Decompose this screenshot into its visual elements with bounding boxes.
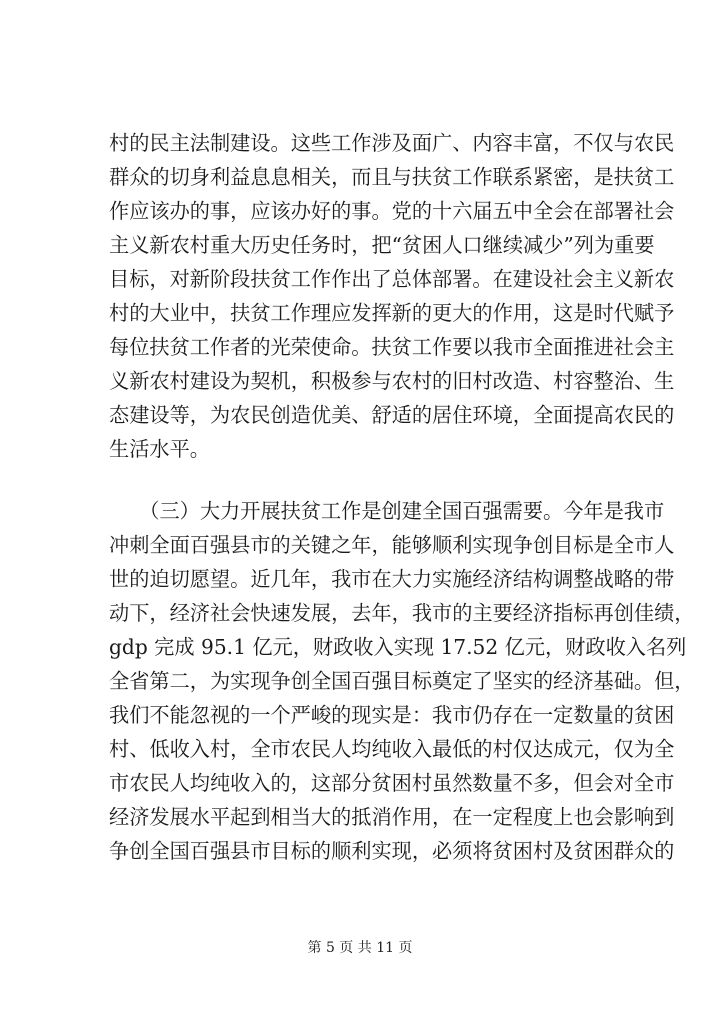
body-text-line: gdp 完成 95.1 亿元，财政收入实现 17.52 亿元，财政收入名列 [109, 635, 687, 659]
body-text-line: 义新农村建设为契机，积极参与农村的旧村改造、村容整治、生 [109, 369, 675, 393]
body-text-line: 村、低收入村，全市农民人均纯收入最低的村仅达成元，仅为全 [109, 737, 675, 761]
body-text-line: 作应该办的事，应该办好的事。党的十六届五中全会在部署社会 [109, 199, 675, 223]
body-text-line: 主义新农村重大历史任务时，把“贫困人口继续减少”列为重要 [109, 233, 655, 257]
body-text-line: 态建设等，为农民创造优美、舒适的居住环境，全面提高农民的 [109, 403, 675, 427]
body-text-line: 群众的切身利益息息相关，而且与扶贫工作联系紧密，是扶贫工 [109, 165, 675, 189]
body-text-line: 生活水平。 [109, 437, 210, 461]
body-text-line: 动下，经济社会快速发展，去年，我市的主要经济指标再创佳绩， [109, 601, 695, 625]
body-text-line: 目标，对新阶段扶贫工作作出了总体部署。在建设社会主义新农 [109, 267, 675, 291]
body-text-line: 市农民人均纯收入的，这部分贫困村虽然数量不多，但会对全市 [109, 771, 675, 795]
body-text-line: 经济发展水平起到相当大的抵消作用，在一定程度上也会影响到 [109, 805, 675, 829]
body-text-line: 世的迫切愿望。近几年，我市在大力实施经济结构调整战略的带 [109, 567, 675, 591]
body-text-line: 村的大业中，扶贫工作理应发挥新的更大的作用，这是时代赋予 [109, 301, 675, 325]
body-text-line: 冲刺全面百强县市的关键之年，能够顺利实现争创目标是全市人 [109, 533, 675, 557]
body-text-line: 每位扶贫工作者的光荣使命。扶贫工作要以我市全面推进社会主 [109, 335, 675, 359]
body-text-line: 全省第二，为实现争创全国百强目标奠定了坚实的经济基础。但， [109, 669, 695, 693]
body-text-line: 我们不能忽视的一个严峻的现实是：我市仍存在一定数量的贫困 [109, 703, 675, 727]
body-text-line: 争创全国百强县市目标的顺利实现，必须将贫困村及贫困群众的 [109, 839, 675, 863]
body-text-line: 村的民主法制建设。这些工作涉及面广、内容丰富，不仅与农民 [109, 131, 675, 155]
section-heading-line: （三）大力开展扶贫工作是创建全国百强需要。今年是我市 [109, 499, 665, 523]
page-number-footer: 第 5 页 共 11 页 [307, 940, 413, 956]
